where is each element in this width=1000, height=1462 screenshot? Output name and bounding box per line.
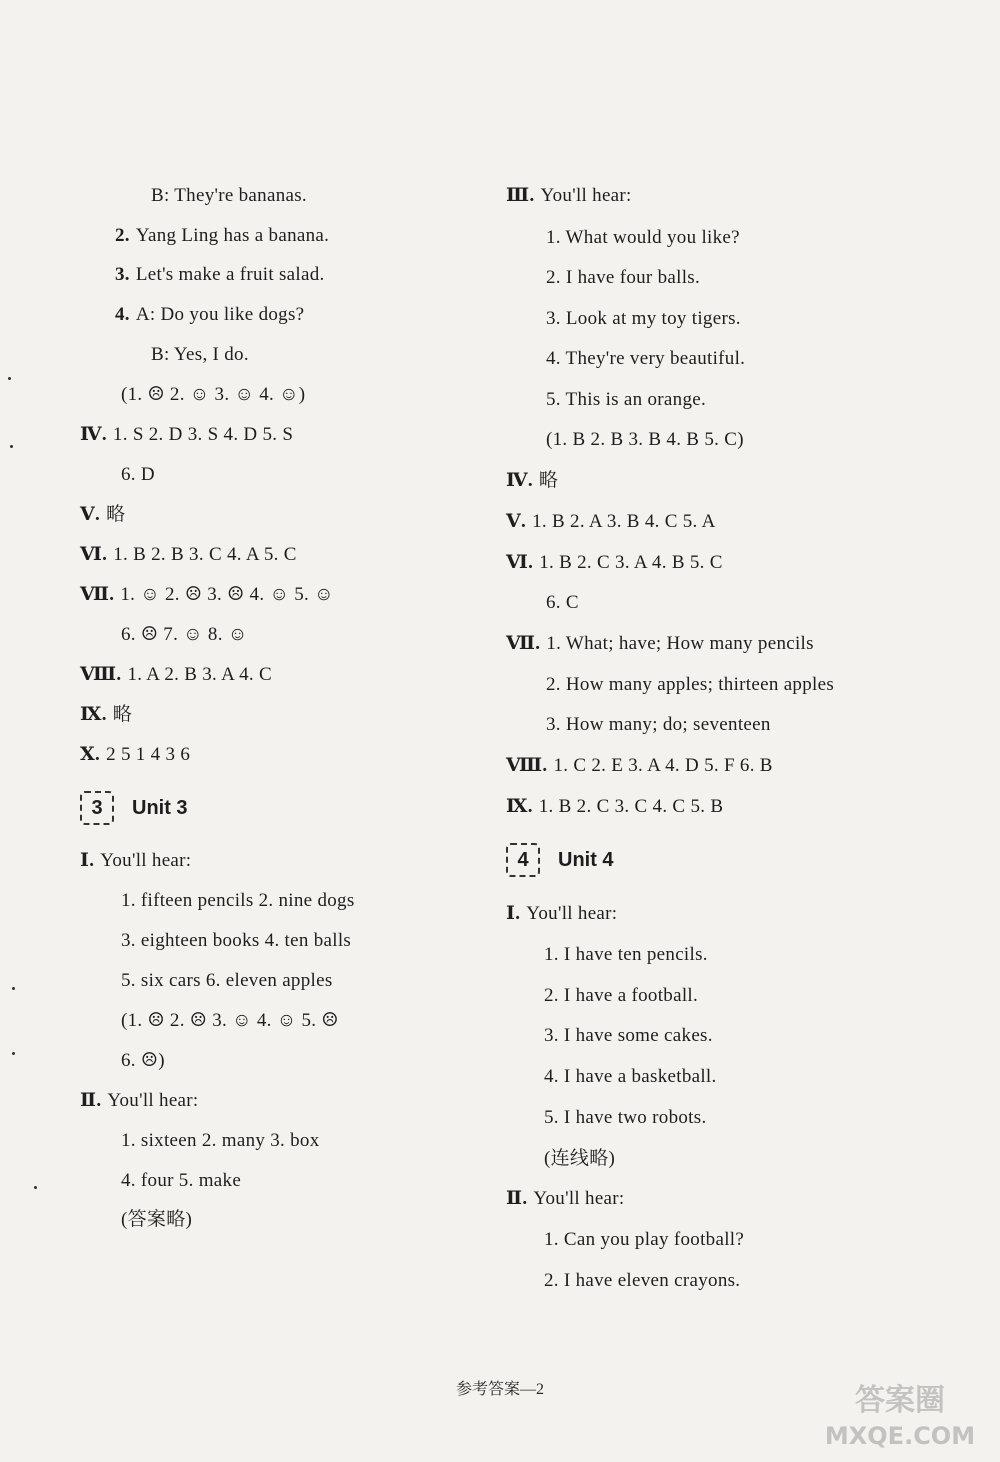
answer-line: Ⅴ. 1. B 2. A 3. B 4. C 5. A (506, 511, 716, 532)
answer-line: Ⅰ. You'll hear: (80, 850, 192, 871)
answer-line: (1. B 2. B 3. B 4. B 5. C) (546, 429, 744, 450)
answer-line: Ⅷ. 1. C 2. E 3. A 4. D 5. F 6. B (506, 755, 773, 776)
answer-line: 1. I have ten pencils. (544, 944, 708, 965)
answer-line: Ⅱ. You'll hear: (80, 1090, 199, 1111)
answer-line: Ⅰ. You'll hear: (506, 903, 618, 924)
scan-speck (8, 377, 11, 380)
answer-line: (1. ☹ 2. ☺ 3. ☺ 4. ☺) (121, 384, 306, 405)
answer-line: 2. I have a football. (544, 985, 699, 1006)
answer-line: 4. four 5. make (121, 1170, 242, 1191)
answer-line: 6. D (121, 464, 155, 485)
answer-line: 1. sixteen 2. many 3. box (121, 1130, 320, 1151)
answer-line: 2. I have four balls. (546, 267, 701, 288)
answer-line: Ⅱ. You'll hear: (506, 1188, 625, 1209)
answer-line: Ⅴ. 略 (80, 504, 126, 525)
answer-line: 3. Let's make a fruit salad. (115, 264, 325, 285)
answer-line: Ⅶ. 1. ☺ 2. ☹ 3. ☹ 4. ☺ 5. ☺ (80, 584, 334, 605)
answer-line: 2. Yang Ling has a banana. (115, 225, 330, 246)
answer-line: 5. I have two robots. (544, 1107, 707, 1128)
answer-line: 1. What would you like? (546, 227, 740, 248)
watermark-top: 答案圈 (855, 1383, 945, 1418)
unit-title: Unit 4 (558, 848, 614, 871)
answer-line: 1. fifteen pencils 2. nine dogs (121, 890, 355, 911)
answer-line: (答案略) (121, 1209, 193, 1230)
unit-number-box: 4 (506, 843, 540, 877)
unit-heading (506, 843, 614, 877)
scan-speck (12, 1052, 15, 1055)
answer-line: 3. eighteen books 4. ten balls (121, 930, 352, 951)
answer-line: (1. ☹ 2. ☹ 3. ☺ 4. ☺ 5. ☹ (121, 1010, 339, 1031)
answer-line: 4. A: Do you like dogs? (115, 304, 305, 325)
answer-line: B: Yes, I do. (151, 344, 249, 365)
answer-line: 4. They're very beautiful. (546, 348, 746, 369)
answer-line: 2. How many apples; thirteen apples (546, 674, 835, 695)
scan-speck (34, 1186, 37, 1189)
answer-line: (连线略) (544, 1148, 616, 1169)
answer-line: Ⅳ. 略 (506, 470, 559, 491)
unit-title: Unit 3 (132, 796, 188, 819)
answer-line: 6. C (546, 592, 579, 613)
answer-line: 4. I have a basketball. (544, 1066, 717, 1087)
answer-line: 5. This is an orange. (546, 389, 707, 410)
answer-line: Ⅷ. 1. A 2. B 3. A 4. C (80, 664, 272, 685)
answer-line: 3. I have some cakes. (544, 1025, 713, 1046)
unit-heading (80, 791, 188, 825)
watermark-bottom: MXQE.COM (824, 1422, 976, 1450)
answer-line: Ⅸ. 1. B 2. C 3. C 4. C 5. B (506, 796, 724, 817)
answer-line: 6. ☹) (121, 1050, 165, 1071)
answer-line: Ⅳ. 1. S 2. D 3. S 4. D 5. S (80, 424, 294, 445)
answer-line: Ⅸ. 略 (80, 704, 133, 725)
unit-number-box: 3 (80, 791, 114, 825)
answer-line: 1. Can you play football? (544, 1229, 745, 1250)
answer-line: 3. How many; do; seventeen (546, 714, 771, 735)
answer-line: 5. six cars 6. eleven apples (121, 970, 333, 991)
scan-speck (10, 445, 13, 448)
watermark-logo (810, 1372, 990, 1452)
answer-line: 2. I have eleven crayons. (544, 1270, 741, 1291)
scan-speck (12, 987, 15, 990)
answer-line: Ⅵ. 1. B 2. B 3. C 4. A 5. C (80, 544, 297, 565)
page-footer: 参考答案—2 (455, 1381, 544, 1398)
answer-line: 3. Look at my toy tigers. (546, 308, 741, 329)
answer-line: 6. ☹ 7. ☺ 8. ☺ (121, 624, 248, 645)
answer-line: Ⅶ. 1. What; have; How many pencils (506, 633, 814, 654)
answer-line: Ⅹ. 2 5 1 4 3 6 (80, 744, 191, 765)
answer-line: B: They're bananas. (151, 185, 307, 206)
answer-line: Ⅵ. 1. B 2. C 3. A 4. B 5. C (506, 552, 723, 573)
answer-line: Ⅲ. You'll hear: (506, 185, 632, 206)
